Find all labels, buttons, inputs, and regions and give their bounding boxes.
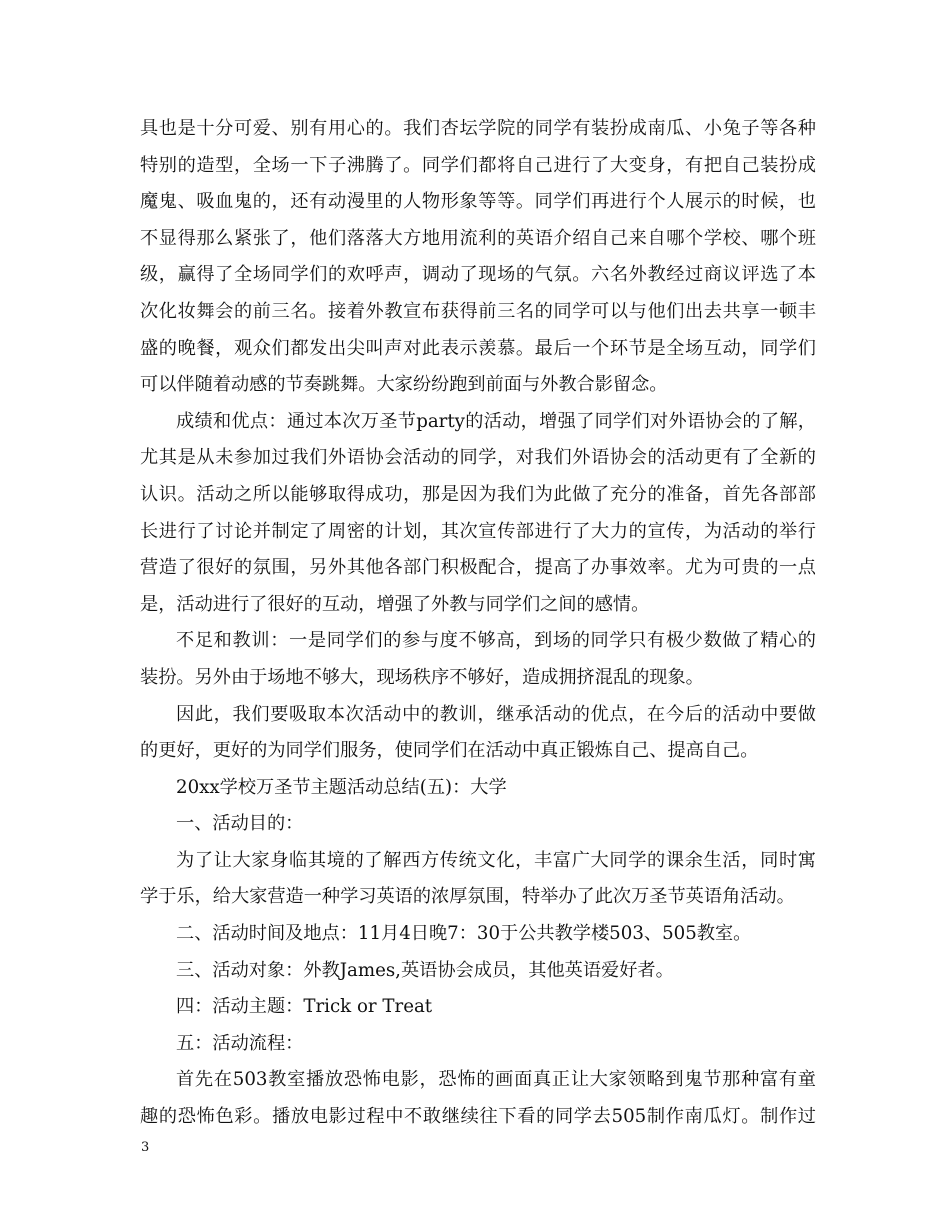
text-line: 魔鬼、吸血鬼的，还有动漫里的人物形象等等。同学们再进行个人展示的时候，也 xyxy=(140,191,816,213)
text-line: 认识。活动之所以能够取得成功，那是因为我们为此做了充分的准备，首先各部部 xyxy=(140,483,816,505)
text-line: 学于乐，给大家营造一种学习英语的浓厚氛围，特举办了此次万圣节英语角活动。 xyxy=(140,886,795,908)
page-number: 3 xyxy=(141,1140,150,1155)
text-line: 装扮。另外由于场地不够大，现场秩序不够好，造成拥挤混乱的现象。 xyxy=(140,666,704,688)
text-line: 成绩和优点：通过本次万圣节party的活动，增强了同学们对外语协会的了解， xyxy=(176,410,816,432)
text-line: 可以伴随着动感的节奏跳舞。大家纷纷跑到前面与外教合影留念。 xyxy=(140,374,668,396)
text-line: 四：活动主题：Trick or Treat xyxy=(176,996,433,1018)
text-line: 尤其是从未参加过我们外语协会活动的同学，对我们外语协会的活动更有了全新的 xyxy=(140,447,816,469)
text-line: 营造了很好的氛围，另外其他各部门积极配合，提高了办事效率。尤为可贵的一点 xyxy=(140,557,816,579)
text-line: 是，活动进行了很好的互动，增强了外教与同学们之间的感情。 xyxy=(140,593,650,615)
text-line: 三、活动对象：外教James,英语协会成员，其他英语爱好者。 xyxy=(176,959,674,981)
text-line: 盛的晚餐，观众们都发出尖叫声对此表示羡慕。最后一个环节是全场互动，同学们 xyxy=(140,337,816,359)
text-line: 为了让大家身临其境的了解西方传统文化，丰富广大同学的课余生活，同时寓 xyxy=(176,849,816,871)
text-line: 长进行了讨论并制定了周密的计划，其次宣传部进行了大力的宣传，为活动的举行 xyxy=(140,520,816,542)
text-line: 次化妆舞会的前三名。接着外教宣布获得前三名的同学可以与他们出去共享一顿丰 xyxy=(140,300,816,322)
text-line: 一、活动目的： xyxy=(176,813,304,835)
text-line: 不显得那么紧张了，他们落落大方地用流利的英语介绍自己来自哪个学校、哪个班 xyxy=(140,227,816,249)
text-line: 首先在503教室播放恐怖电影，恐怖的画面真正让大家领略到鬼节那种富有童 xyxy=(176,1069,816,1091)
text-line: 五：活动流程： xyxy=(176,1032,304,1054)
text-line: 二、活动时间及地点：11月4日晚7：30于公共教学楼503、505教室。 xyxy=(176,923,752,945)
text-line: 具也是十分可爱、别有用心的。我们杏坛学院的同学有装扮成南瓜、小兔子等各种 xyxy=(140,118,816,139)
text-line: 趣的恐怖色彩。播放电影过程中不敢继续往下看的同学去505制作南瓜灯。制作过 xyxy=(140,1106,816,1128)
text-line: 的更好，更好的为同学们服务，使同学们在活动中真正锻炼自己、提高自己。 xyxy=(140,740,759,762)
text-line: 不足和教训：一是同学们的参与度不够高，到场的同学只有极少数做了精心的 xyxy=(176,630,816,652)
text-line: 特别的造型，全场一下子沸腾了。同学们都将自己进行了大变身，有把自己装扮成 xyxy=(140,154,816,176)
text-line: 级，赢得了全场同学们的欢呼声，调动了现场的气氛。六名外教经过商议评选了本 xyxy=(140,264,816,286)
text-line: 20xx学校万圣节主题活动总结(五)：大学 xyxy=(176,776,507,798)
text-line: 因此，我们要吸取本次活动中的教训，继承活动的优点，在今后的活动中要做 xyxy=(176,703,816,725)
document-body xyxy=(140,111,816,1136)
